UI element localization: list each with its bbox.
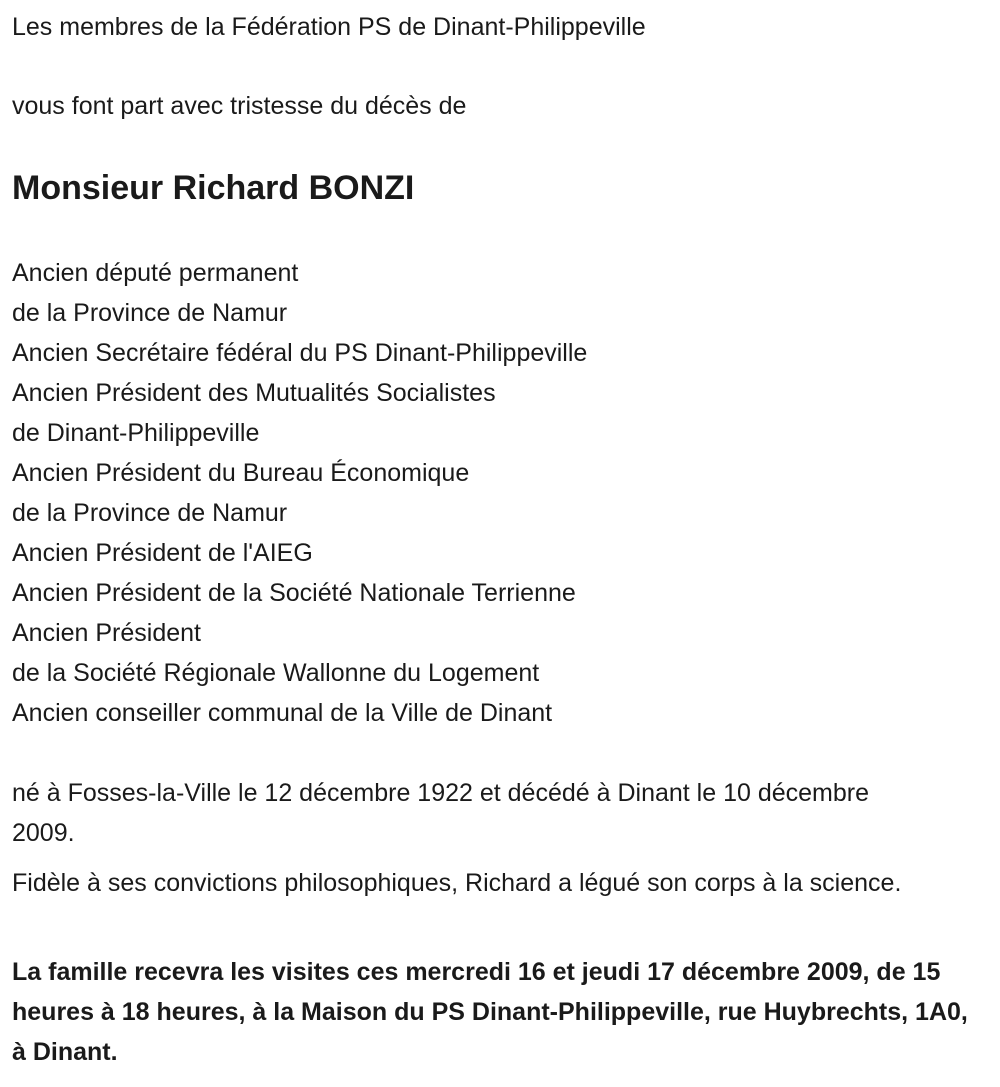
intro-text: Les membres de la Fédération PS de Dinant-Philippeville	[12, 13, 646, 41]
title-line: de la Province de Namur	[12, 299, 288, 327]
title-line: de Dinant-Philippeville	[12, 419, 260, 447]
science-text: Fidèle à ses convictions philosophiques, Richard a légué son corps à la science.	[12, 869, 902, 897]
title-line: Ancien Secrétaire fédéral du PS Dinant-Philippeville	[12, 339, 588, 367]
title-line: de la Province de Namur	[12, 499, 288, 527]
title-line: de la Société Régionale Wallonne du Logement	[12, 659, 540, 687]
deceased-name: Monsieur Richard BONZI	[12, 169, 415, 207]
title-line: Ancien Président	[12, 619, 202, 647]
title-line: Ancien Président de la Société Nationale Terrienne	[12, 579, 576, 607]
announcement-text: vous font part avec tristesse du décès de	[12, 92, 467, 120]
title-line: Ancien conseiller communal de la Ville de Dinant	[12, 699, 553, 727]
birth-death-text: né à Fosses-la-Ville le 12 décembre 1922 et décédé à Dinant le 10 décembre 2009.	[12, 779, 870, 847]
visits-text: La famille recevra les visites ces mercredi 16 et jeudi 17 décembre 2009, de 15 heures à 18 heures, à la Maison du PS Dinant-Philippeville, rue Huybrechts, 1A0, à Dinant.	[12, 958, 968, 1066]
titles-list	[12, 253, 990, 733]
title-line: Ancien député permanent	[12, 259, 299, 287]
title-line: Ancien Président du Bureau Économique	[12, 459, 470, 487]
title-line: Ancien Président des Mutualités Socialistes	[12, 379, 496, 407]
title-line: Ancien Président de l'AIEG	[12, 539, 313, 567]
